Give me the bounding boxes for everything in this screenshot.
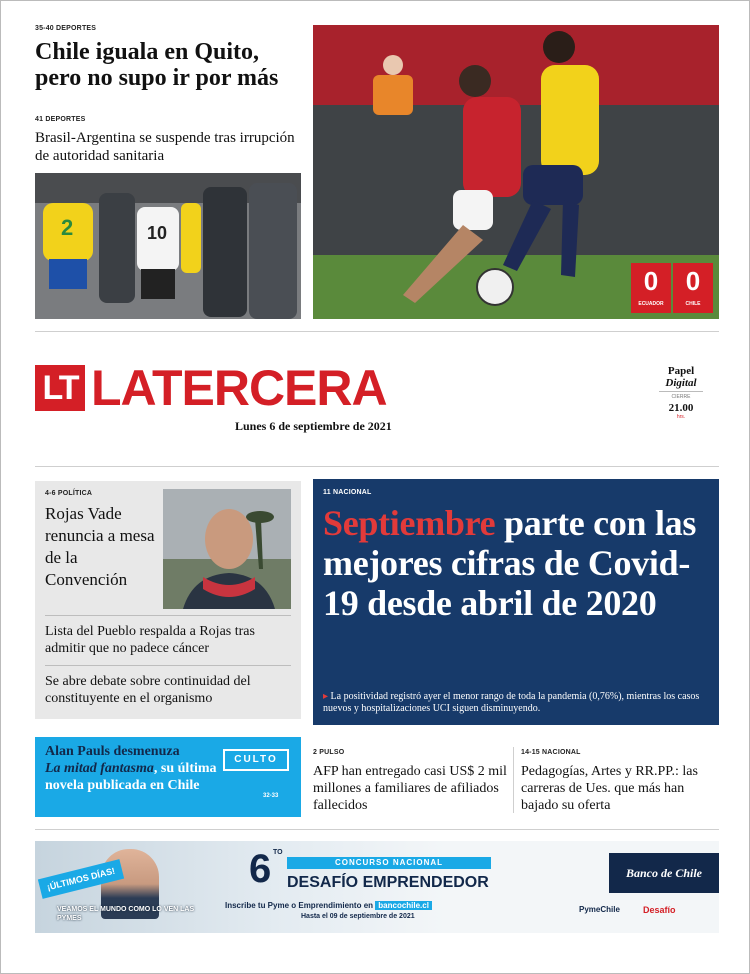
ad-bank-logo[interactable]: Banco de Chile: [609, 853, 719, 893]
covid-dek: [323, 691, 715, 715]
svg-text:10: 10: [147, 223, 168, 243]
kicker-deportes-1: 35-40 DEPORTES: [35, 25, 97, 32]
headline-covid[interactable]: [323, 503, 713, 623]
culto-pages: 32-33: [263, 793, 279, 799]
pauls-part1: Alan Pauls desmenuza: [45, 744, 180, 759]
ad-tagline: VEAMOS EL MUNDO COMO LO VEN LAS PYMES: [57, 906, 195, 922]
ad-partner-pymechile: PymeChile: [579, 905, 620, 914]
headline-brasil-argentina[interactable]: Brasil-Argentina se suspende tras irrupción de autoridad sanitaria: [35, 130, 295, 164]
ad-desafio: DESAFÍO EMPRENDEDOR: [287, 874, 489, 891]
pauls-part2: , su última novela publicada en Chile: [45, 761, 217, 793]
photo-rojas-vade: [163, 489, 291, 609]
digital-label: Digital: [665, 377, 697, 389]
cierre-time: 21.00: [668, 402, 694, 414]
kicker-deportes-2: 41 DEPORTES: [35, 116, 86, 123]
svg-text:2: 2: [61, 215, 74, 240]
papel-digital-badge[interactable]: [659, 365, 703, 420]
ad-partner-desafio: Desafío: [643, 905, 676, 915]
players-illustration: [35, 173, 301, 319]
headline-afp[interactable]: AFP han entregado casi US$ 2 mil millones a familiares de afiliados fallecidos: [313, 764, 507, 813]
ad-number: 6: [249, 847, 272, 891]
score-ecuador-label: ECUADOR: [638, 301, 664, 307]
ad-url-link[interactable]: bancochile.cl: [375, 901, 432, 910]
headline-chile-iguala[interactable]: Chile iguala en Quito, pero no supo ir por más: [35, 39, 279, 91]
headline-debate-continuidad[interactable]: Se abre debate sobre continuidad del constituyente en el organismo: [45, 674, 251, 706]
covid-dek-text: La positividad registró ayer el menor rango de toda la pandemia (0,76%), mientras los casos nuevos y hospitalizaciones UCI siguen disminuyendo.: [323, 691, 700, 714]
ad-inscribe-text: Inscribe tu Pyme o Emprendimiento en: [225, 901, 374, 910]
score-chile: [673, 263, 713, 313]
headline-covid-rest: parte con las mejores cifras de Covid-19 desde abril de 2020: [323, 503, 697, 623]
score-ecuador-value: 0: [643, 266, 659, 296]
kicker-nacional: 11 NACIONAL: [323, 489, 372, 496]
divider-vertical: [513, 747, 514, 813]
ad-ultimos-dias: ¡ÚLTIMOS DÍAS!: [38, 859, 124, 899]
kicker-pulso: 2 PULSO: [313, 749, 345, 756]
score-ecuador: [631, 263, 671, 313]
score-chile-value: 0: [685, 266, 701, 296]
divider-politica-2: [45, 665, 291, 666]
divider-politica-1: [45, 615, 291, 616]
hrs-label: hrs.: [676, 414, 686, 420]
divider-masthead: [35, 466, 719, 467]
headline-rojas-vade[interactable]: Rojas Vade renuncia a mesa de la Convención: [45, 504, 155, 589]
divider-top: [35, 331, 719, 332]
headline-lista-del-pueblo[interactable]: Lista del Pueblo respalda a Rojas tras admitir que no padece cáncer: [45, 624, 255, 656]
portrait-illustration: [163, 489, 291, 609]
logo-mark[interactable]: LT: [35, 365, 85, 411]
photo-brasil-argentina: [35, 173, 301, 319]
bullet-icon: ▸: [323, 691, 331, 702]
ad-number-suffix: TO: [273, 849, 283, 856]
divider-ad: [35, 829, 719, 830]
headline-covid-red: Septiembre: [323, 503, 496, 543]
headline-alan-pauls[interactable]: [45, 743, 225, 794]
ad-inscribe: [225, 901, 555, 911]
kicker-nacional-2: 14-15 NACIONAL: [521, 749, 581, 756]
headline-pedagogias[interactable]: Pedagogías, Artes y RR.PP.: las carreras de Ues. que más han bajado su oferta: [521, 764, 698, 813]
pauls-title: La mitad fantasma: [45, 761, 154, 776]
cierre-label: CIERRE: [659, 391, 703, 402]
logo-wordmark[interactable]: LATERCERA: [91, 360, 387, 416]
ad-deadline: Hasta el 09 de septiembre de 2021: [301, 913, 415, 920]
kicker-politica: 4-6 POLÍTICA: [45, 490, 93, 497]
ad-concurso: CONCURSO NACIONAL: [287, 857, 491, 869]
footer-fine-print: [35, 935, 719, 965]
culto-badge: CULTO: [223, 749, 289, 771]
score-chile-label: CHILE: [685, 301, 701, 307]
papel-label: Papel: [667, 365, 695, 377]
edition-date: Lunes 6 de septiembre de 2021: [235, 419, 392, 433]
